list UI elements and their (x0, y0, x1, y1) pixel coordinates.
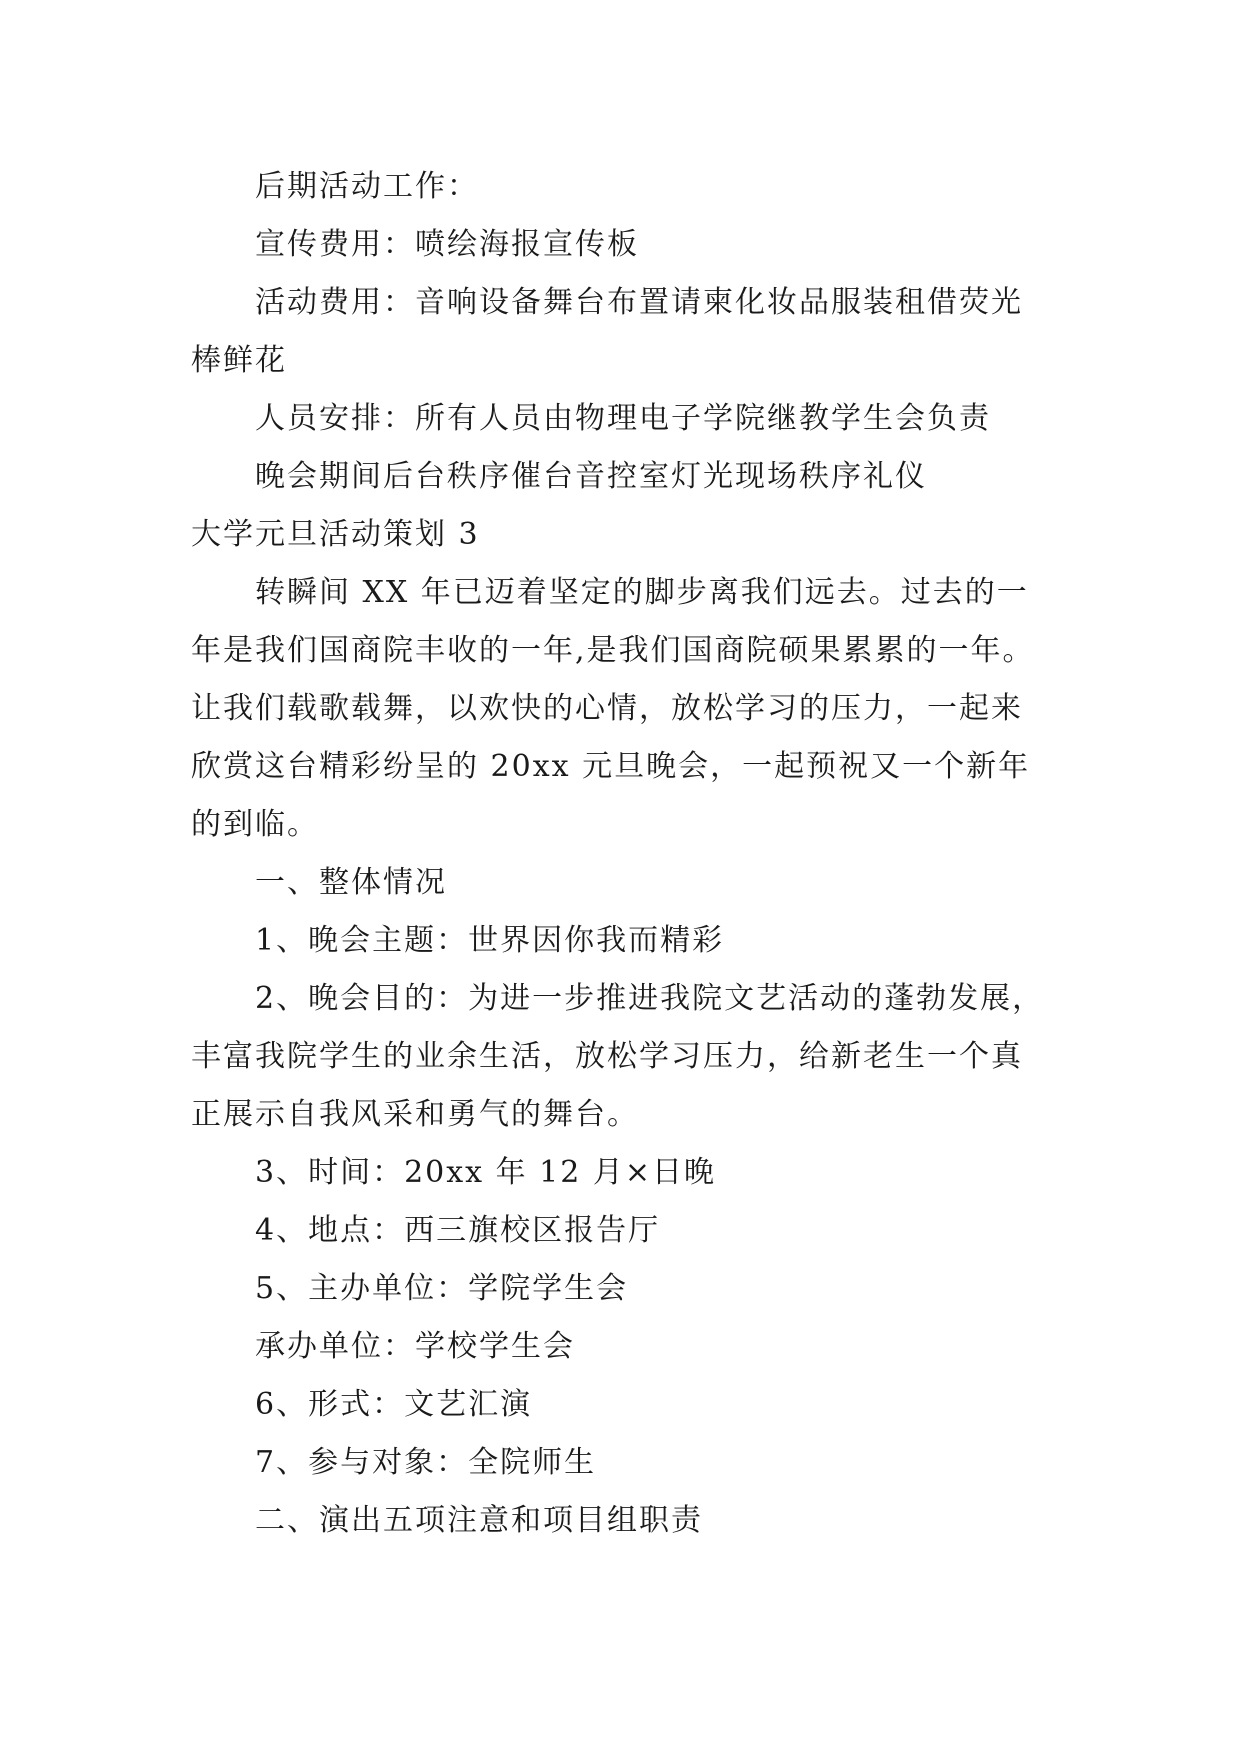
paragraph-line: 的到临。 (191, 807, 319, 842)
list-item: 4、地点：西三旗校区报告厅 (255, 1213, 661, 1248)
paragraph-line: 正展示自我风采和勇气的舞台。 (191, 1097, 639, 1132)
list-item: 5、主办单位：学院学生会 (255, 1271, 629, 1306)
paragraph-line: 丰富我院学生的业余生活，放松学习压力，给新老生一个真 (191, 1039, 1023, 1074)
paragraph-line: 晚会期间后台秩序催台音控室灯光现场秩序礼仪 (255, 459, 927, 494)
section-heading: 大学元旦活动策划 3 (191, 517, 480, 552)
paragraph-line: 欣赏这台精彩纷呈的 20xx 元旦晚会，一起预祝又一个新年 (191, 749, 1031, 784)
paragraph-line: 转瞬间 XX 年已迈着坚定的脚步离我们远去。过去的一 (255, 575, 1029, 610)
list-item: 2、晚会目的：为进一步推进我院文艺活动的蓬勃发展， (255, 981, 1045, 1016)
list-item: 承办单位：学校学生会 (255, 1329, 575, 1364)
paragraph-line: 棒鲜花 (191, 343, 287, 378)
paragraph-line: 宣传费用：喷绘海报宣传板 (255, 227, 639, 262)
list-item: 7、参与对象：全院师生 (255, 1445, 597, 1480)
list-item: 3、时间：20xx 年 12 月×日晚 (255, 1155, 717, 1190)
document-body (191, 158, 1061, 1550)
list-item: 1、晚会主题：世界因你我而精彩 (255, 923, 725, 958)
paragraph-line: 人员安排：所有人员由物理电子学院继教学生会负责 (255, 401, 991, 436)
paragraph-line: 年是我们国商院丰收的一年,是我们国商院硕果累累的一年。 (191, 633, 1035, 668)
list-item: 6、形式：文艺汇演 (255, 1387, 533, 1422)
paragraph-line: 让我们载歌载舞，以欢快的心情，放松学习的压力，一起来 (191, 691, 1023, 726)
paragraph-line: 后期活动工作： (255, 169, 479, 204)
paragraph-line: 活动费用：音响设备舞台布置请柬化妆品服装租借荧光 (255, 285, 1023, 320)
list-heading: 一、整体情况 (255, 865, 447, 900)
list-heading: 二、演出五项注意和项目组职责 (255, 1503, 703, 1538)
